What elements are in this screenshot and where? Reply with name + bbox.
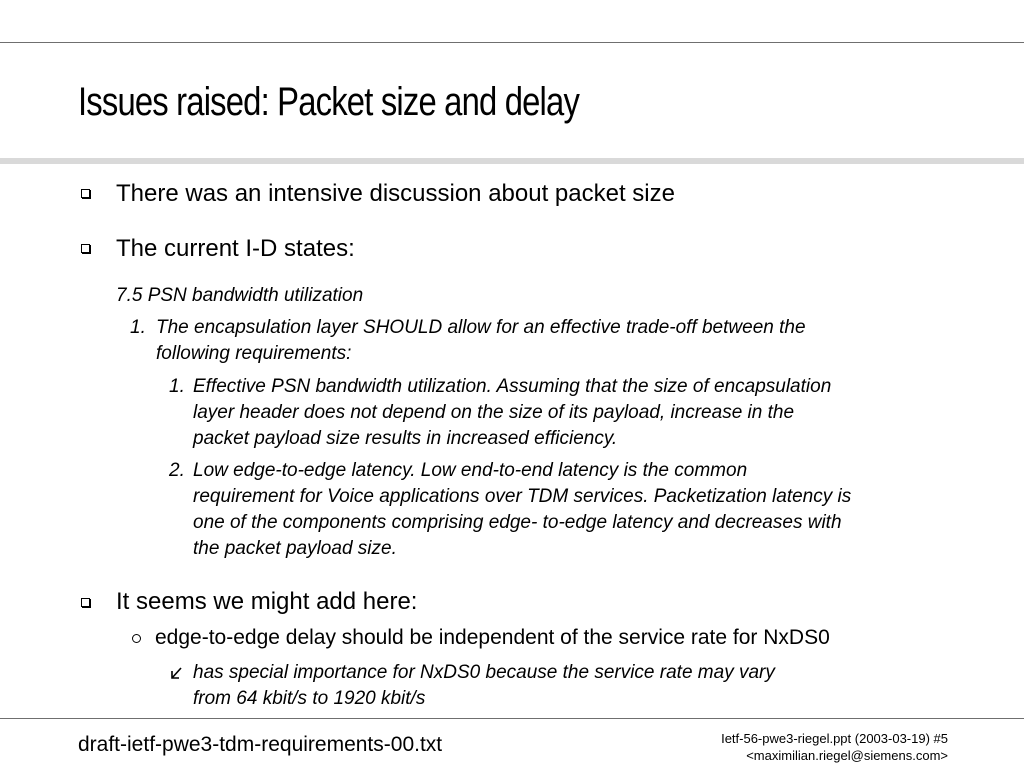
footer-email: <maximilian.riegel@siemens.com> [746, 748, 948, 763]
note-line-2: from 64 kbit/s to 1920 kbit/s [193, 688, 426, 709]
footer-filename: draft-ietf-pwe3-tdm-requirements-00.txt [78, 733, 443, 756]
arrow-down-left-icon [170, 666, 182, 680]
quote-item-1-number: 1. [130, 317, 146, 338]
quote-subitem-2-line-1: Low edge-to-edge latency. Low end-to-end latency is the common [193, 460, 748, 481]
footer-info [721, 730, 948, 764]
quote-subitem-2-number: 2. [169, 460, 185, 481]
sub-bullet-text: edge-to-edge delay should be independent of the service rate for NxDS0 [155, 626, 830, 649]
quote-subitem-1-line-2: layer header does not depend on the size of its payload, increase in the [193, 402, 795, 423]
quote-subitem-1-line-1: Effective PSN bandwidth utilization. Assuming that the size of encapsulation [193, 376, 832, 397]
quote-item-1-line-1: The encapsulation layer SHOULD allow for an effective trade-off between the [156, 317, 806, 338]
quote-subitem-2-line-4: the packet payload size. [193, 538, 397, 559]
slide-title: Issues raised: Packet size and delay [78, 80, 580, 124]
square-bullet-icon [81, 189, 90, 198]
bullet-text-3: It seems we might add here: [116, 588, 418, 615]
quote-heading: 7.5 PSN bandwidth utilization [116, 285, 364, 306]
circle-bullet-icon [132, 634, 141, 643]
top-divider [0, 42, 1024, 43]
quote-subitem-2-line-2: requirement for Voice applications over TDM services. Packetization latency is [193, 486, 852, 507]
square-bullet-icon [81, 598, 90, 607]
quote-subitem-1-number: 1. [169, 376, 185, 397]
square-bullet-icon [81, 244, 90, 253]
footer-presentation-id: Ietf-56-pwe3-riegel.ppt (2003-03-19) #5 [721, 731, 948, 746]
note-line-1: has special importance for NxDS0 because the service rate may vary [193, 662, 775, 683]
quote-item-1-line-2: following requirements: [156, 343, 352, 364]
quote-subitem-1-line-3: packet payload size results in increased efficiency. [193, 428, 618, 449]
quote-subitem-2-line-3: one of the components comprising edge- to-edge latency and decreases with [193, 512, 842, 533]
bullet-text-2: The current I-D states: [116, 235, 355, 262]
bullet-text-1: There was an intensive discussion about packet size [116, 180, 675, 207]
title-underline-band [0, 158, 1024, 164]
bottom-divider [0, 718, 1024, 719]
